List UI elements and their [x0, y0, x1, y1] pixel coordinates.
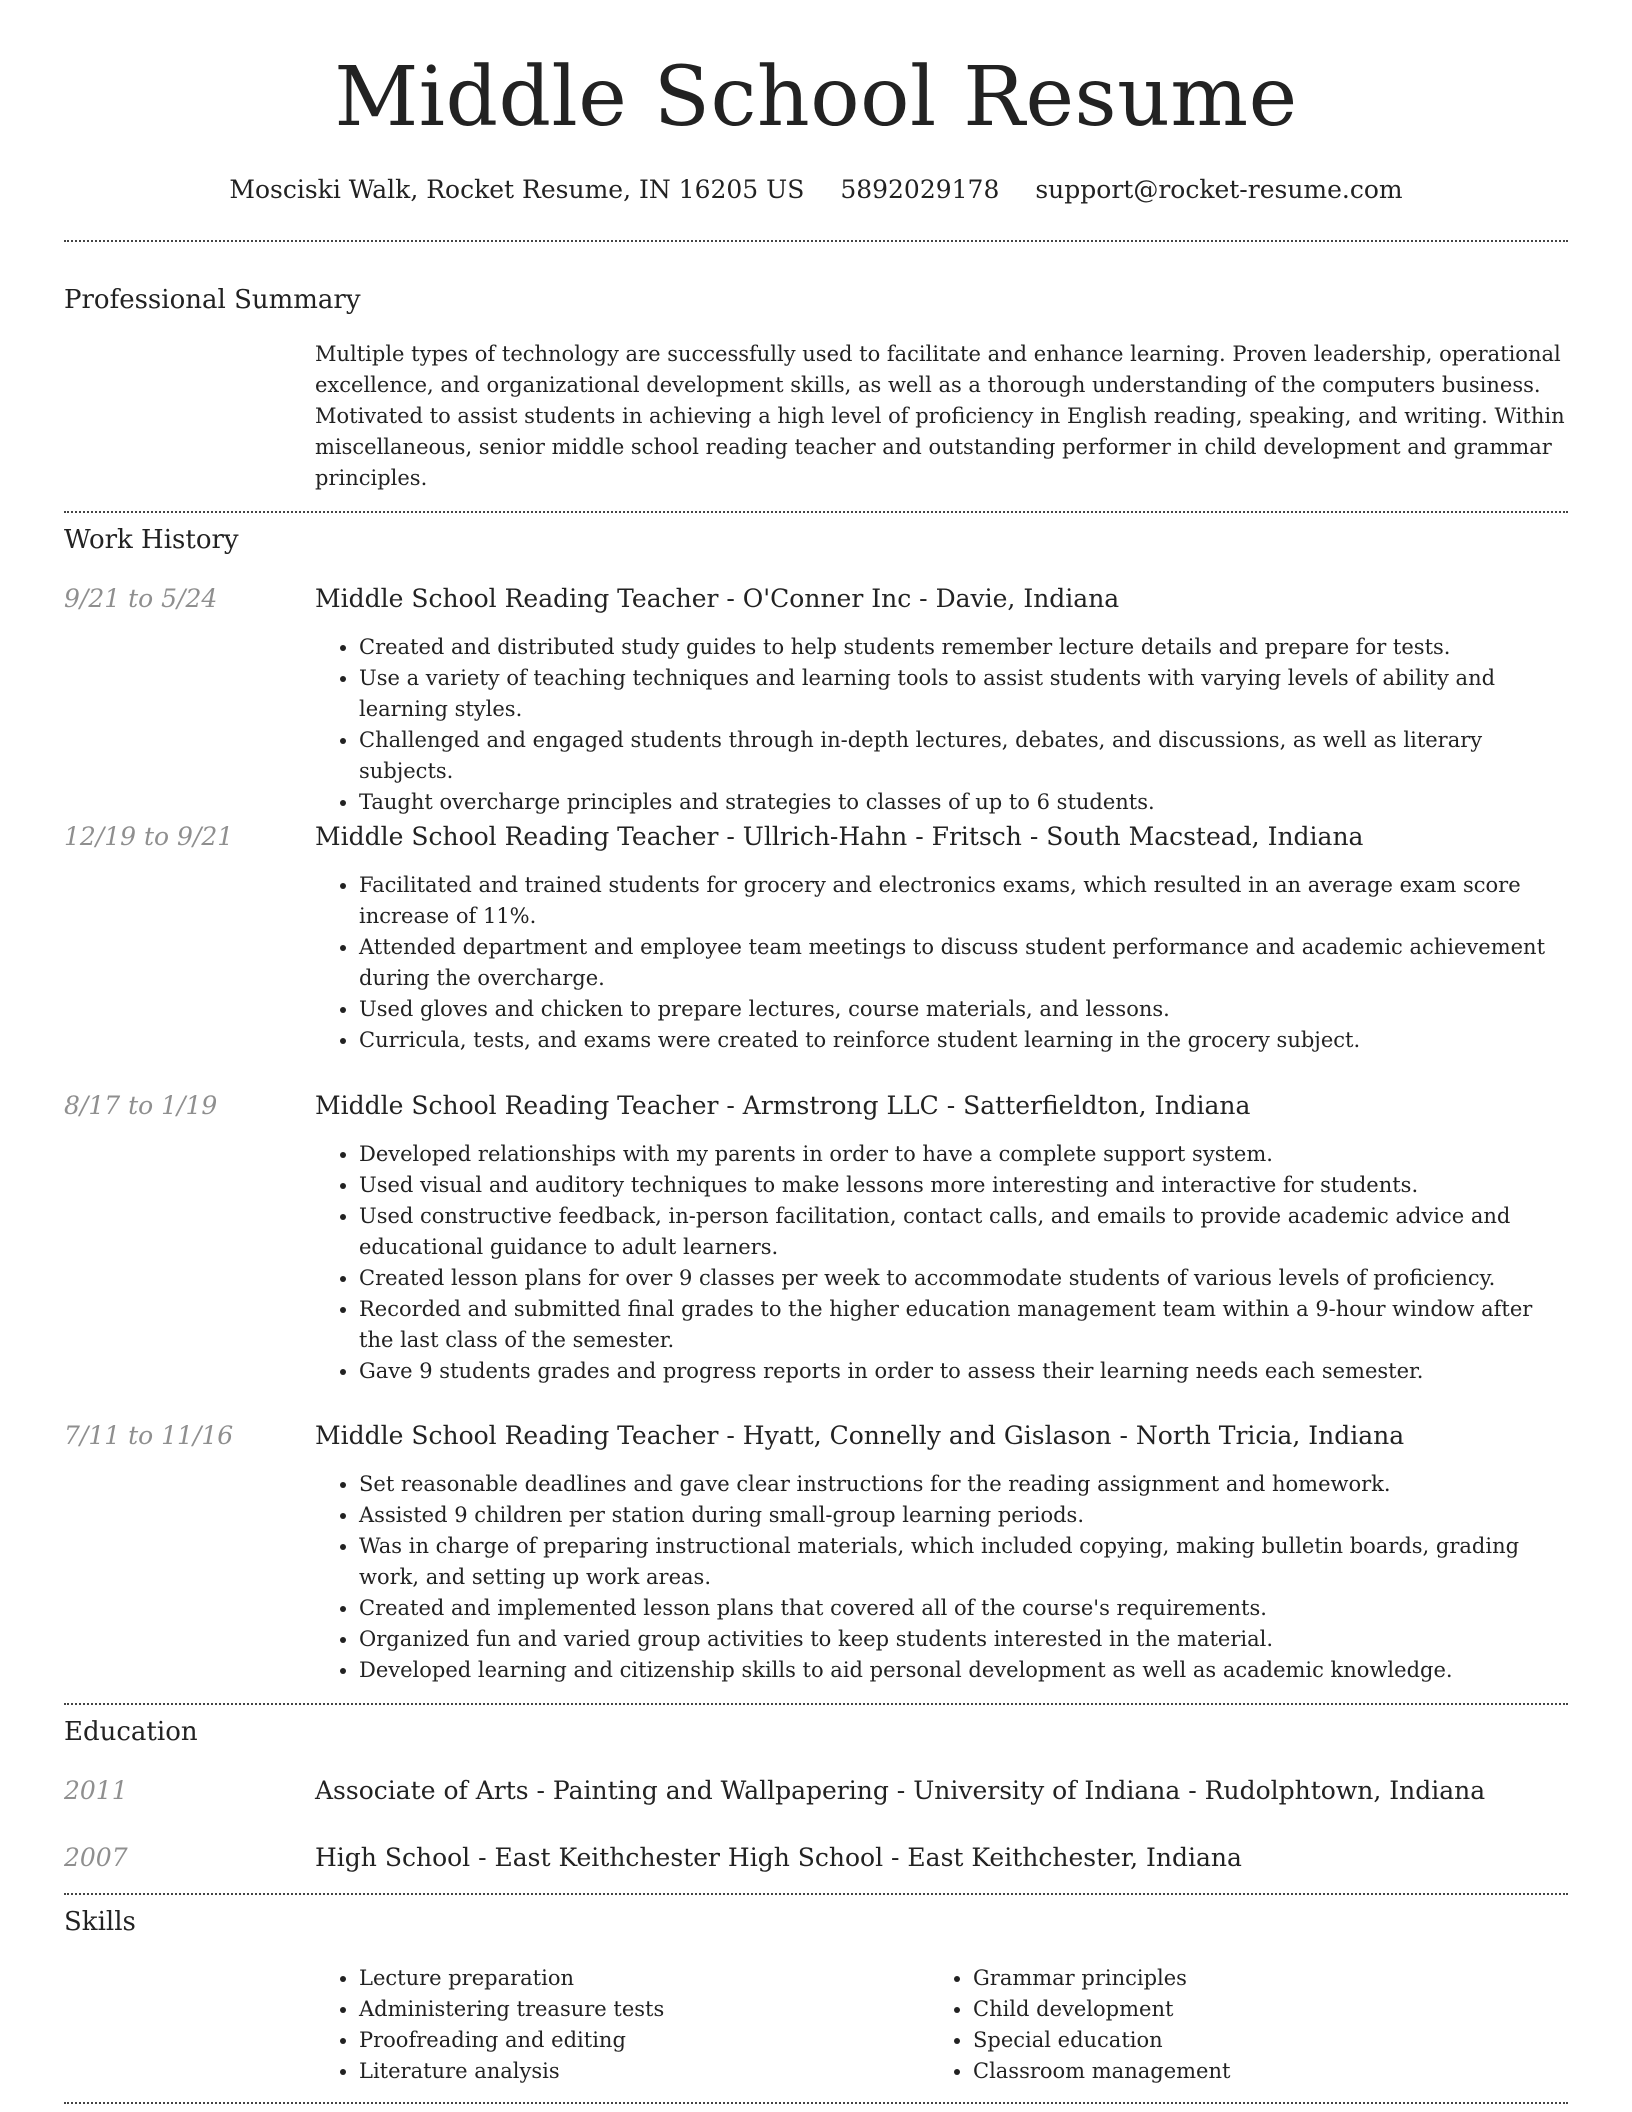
resume-title: Middle School Resume: [334, 50, 1298, 145]
job-title: Middle School Reading Teacher - Armstrong LLC - Satterfieldton, Indiana: [315, 1091, 1251, 1120]
contact-email: support@rocket-resume.com: [1035, 175, 1403, 204]
work-history-heading: Work History: [64, 525, 239, 555]
skill-item: • Proofreading and editing: [359, 2025, 875, 2056]
job-bullet: • Created and implemented lesson plans that covered all of the course's requirements.: [359, 1593, 1568, 1624]
education-year: 2007: [64, 1843, 128, 1872]
job-bullet: • Used gloves and chicken to prepare lectures, course materials, and lessons.: [359, 994, 1568, 1025]
job-bullet: • Organized fun and varied group activities to keep students interested in the material.: [359, 1624, 1568, 1655]
skills-list-left: [315, 1963, 875, 2087]
education-heading: Education: [64, 1717, 198, 1747]
job-bullet: • Gave 9 students grades and progress reports in order to assess their learning needs each semester.: [359, 1356, 1568, 1387]
skill-item: • Administering treasure tests: [359, 1994, 875, 2025]
job-dates: 12/19 to 9/21: [64, 822, 234, 851]
contact-phone: 5892029178: [840, 175, 1000, 204]
job-dates: 9/21 to 5/24: [64, 584, 218, 613]
job-title: Middle School Reading Teacher - O'Conner Inc - Davie, Indiana: [315, 584, 1120, 613]
skill-item: • Special education: [973, 2025, 1489, 2056]
education-title: High School - East Keithchester High School - East Keithchester, Indiana: [315, 1843, 1242, 1872]
job-bullet-list: [315, 632, 1568, 818]
job-bullet: • Developed learning and citizenship skills to aid personal development as well as academic knowledge.: [359, 1655, 1568, 1686]
contact-line: [64, 170, 1568, 210]
section-divider: [64, 1893, 1568, 1895]
job-bullet: • Taught overcharge principles and strategies to classes of up to 6 students.: [359, 787, 1568, 818]
job-bullet: • Created lesson plans for over 9 classes per week to accommodate students of various levels of proficiency.: [359, 1263, 1568, 1294]
job-bullet: • Recorded and submitted final grades to the higher education management team within a 9-hour window after the last class of the semester.: [359, 1294, 1568, 1356]
skills-heading: Skills: [64, 1907, 136, 1937]
job-bullet: • Used visual and auditory techniques to make lessons more interesting and interactive for students.: [359, 1170, 1568, 1201]
job-bullet-list: [315, 870, 1568, 1056]
job-bullet: • Facilitated and trained students for grocery and electronics exams, which resulted in an average exam score increase of 11%.: [359, 870, 1568, 932]
job-bullet-list: [315, 1469, 1568, 1686]
skill-item: • Grammar principles: [973, 1963, 1489, 1994]
job-bullet: • Attended department and employee team meetings to discuss student performance and academic achievement during the overcharge.: [359, 932, 1568, 994]
section-divider: [64, 1703, 1568, 1705]
job-title: Middle School Reading Teacher - Ullrich-Hahn - Fritsch - South Macstead, Indiana: [315, 822, 1364, 851]
section-divider: [64, 240, 1568, 242]
job-bullet: • Assisted 9 children per station during small-group learning periods.: [359, 1500, 1568, 1531]
job-bullet: • Developed relationships with my parents in order to have a complete support system.: [359, 1139, 1568, 1170]
job-dates: 7/11 to 11/16: [64, 1421, 234, 1450]
job-bullet: • Use a variety of teaching techniques and learning tools to assist students with varying levels of ability and learning styles.: [359, 663, 1568, 725]
skill-item: • Classroom management: [973, 2056, 1489, 2087]
education-title: Associate of Arts - Painting and Wallpapering - University of Indiana - Rudolphtown, Indiana: [315, 1776, 1486, 1805]
job-bullet-list: [315, 1139, 1568, 1387]
job-title: Middle School Reading Teacher - Hyatt, Connelly and Gislason - North Tricia, Indiana: [315, 1421, 1405, 1450]
contact-address: Mosciski Walk, Rocket Resume, IN 16205 US: [229, 175, 805, 204]
skill-item: • Lecture preparation: [359, 1963, 875, 1994]
job-bullet: • Created and distributed study guides to help students remember lecture details and prepare for tests.: [359, 632, 1568, 663]
section-divider: [64, 511, 1568, 513]
skill-item: • Child development: [973, 1994, 1489, 2025]
education-year: 2011: [64, 1776, 128, 1805]
job-dates: 8/17 to 1/19: [64, 1091, 218, 1120]
section-divider: [64, 2102, 1568, 2104]
job-bullet: • Challenged and engaged students through in-depth lectures, debates, and discussions, as well as literary subjects.: [359, 725, 1568, 787]
skills-list-right: [929, 1963, 1489, 2087]
job-bullet: • Used constructive feedback, in-person facilitation, contact calls, and emails to provide academic advice and educational guidance to adult learners.: [359, 1201, 1568, 1263]
summary-text: Multiple types of technology are successfully used to facilitate and enhance learning. Proven leadership, operational excellence, and organizational development skills, as well as a thorough understanding of the computers business. Motivated to assist students in achieving a high level of proficiency in English reading, speaking, and writing. Within miscellaneous, senior middle school reading teacher and outstanding performer in child development and grammar principles.: [315, 342, 1565, 490]
job-bullet: • Set reasonable deadlines and gave clear instructions for the reading assignment and homework.: [359, 1469, 1568, 1500]
skill-item: • Literature analysis: [359, 2056, 875, 2087]
job-bullet: • Was in charge of preparing instructional materials, which included copying, making bulletin boards, grading work, and setting up work areas.: [359, 1531, 1568, 1593]
summary-heading: Professional Summary: [64, 285, 361, 315]
job-bullet: • Curricula, tests, and exams were created to reinforce student learning in the grocery subject.: [359, 1025, 1568, 1056]
